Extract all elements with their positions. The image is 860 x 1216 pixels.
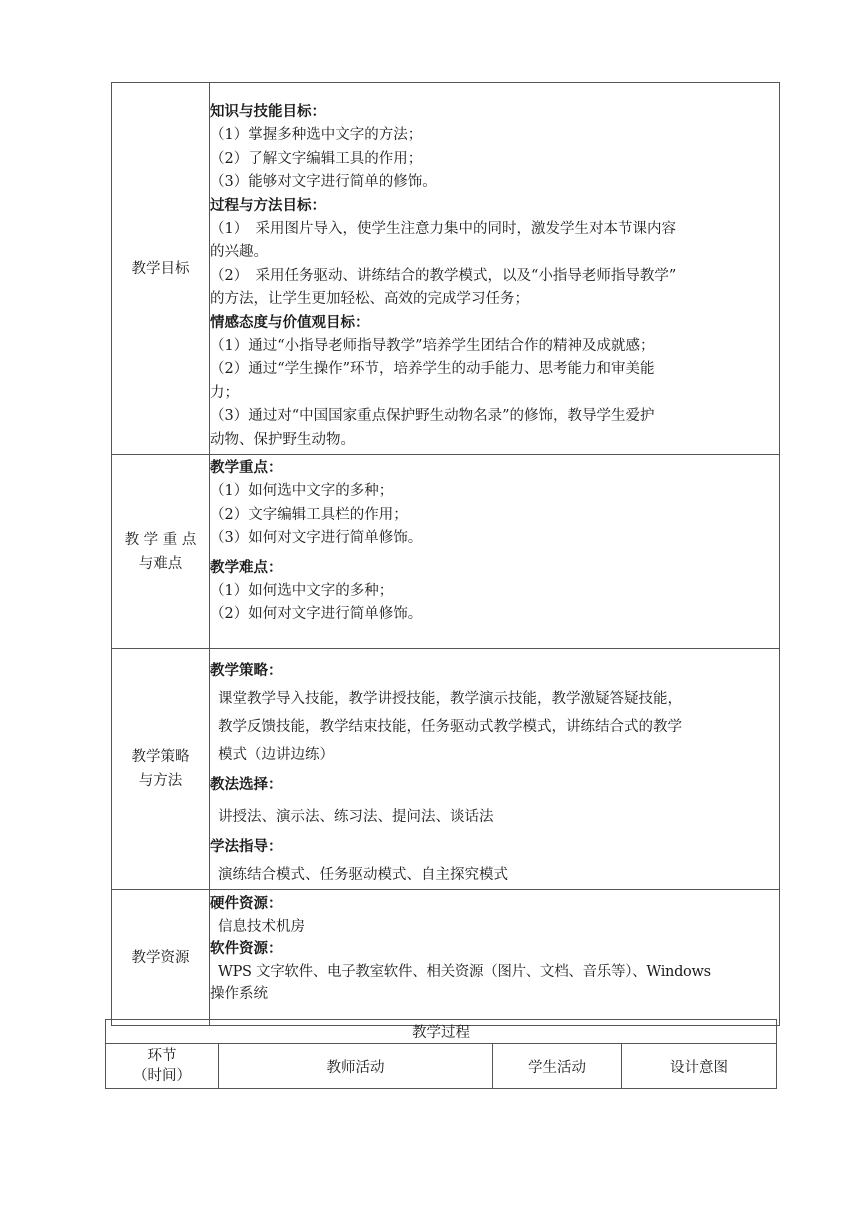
method-line: 讲授法、演示法、练习法、提问法、谈话法 [218,809,494,825]
difficulty-item-2: （2）如何对文字进行简单修饰。 [210,606,423,623]
keypoints-row [112,455,780,649]
knowledge-item-2: （2）了解文字编辑工具的作用； [210,150,423,167]
process-item-2b: 的方法，让学生更加轻松、高效的完成学习任务； [210,291,529,308]
software-line-1: WPS 文字软件、电子教室软件、相关资源（图片、文档、音乐等）、Windows [218,963,711,980]
emotion-item-1: （1）通过“小指导老师指导教学”培养学生团结合作的精神及成就感； [210,338,655,355]
key-item-3: （3）如何对文字进行简单修饰。 [210,530,423,547]
resources-content [210,890,780,1026]
emotion-item-3a: （3）通过对“中国国家重点保护野生动物名录”的修饰，教导学生爱护 [210,408,655,425]
knowledge-item-3: （3）能够对文字进行简单的修饰。 [210,174,437,191]
objectives-label [112,83,210,455]
strategy-label-a: 教学策略 [131,749,190,765]
objectives-label-text: 教学目标 [131,260,190,277]
emotion-item-2b: 力； [210,384,239,401]
objectives-content [210,83,780,455]
software-line-2: 操作系统 [210,986,268,1002]
heading-learning: 学法指导： [210,839,283,855]
keypoints-label [112,455,210,649]
resources-label-text: 教学资源 [131,949,190,966]
process-title-row [106,1020,777,1044]
keypoints-label-a: 教 学 重 点 [124,531,197,548]
strategy-row [112,649,780,890]
process-item-1a: （1） 采用图片导入，使学生注意力集中的同时，激发学生对本节课内容 [210,221,676,238]
strategy-line-1: 课堂教学导入技能，教学讲授技能，教学演示技能，教学激疑答疑技能， [218,691,682,707]
difficulty-item-1: （1）如何选中文字的多种； [210,583,394,600]
lesson-plan-table [111,82,780,1026]
strategy-line-3: 模式（边讲边练） [218,747,334,763]
heading-hardware: 硬件资源： [210,896,283,912]
col-teacher: 教师活动 [219,1044,493,1089]
heading-emotion: 情感态度与价值观目标： [210,314,370,331]
heading-strategy: 教学策略： [210,663,283,679]
process-header-row [106,1044,777,1089]
heading-process: 过程与方法目标： [210,197,326,214]
heading-method: 教法选择： [210,777,283,793]
strategy-line-2: 教学反馈技能，教学结束技能，任务驱动式教学模式，讲练结合式的教学 [218,719,682,735]
hardware-line: 信息技术机房 [218,918,305,935]
strategy-content [210,649,780,890]
key-item-1: （1）如何选中文字的多种； [210,483,394,500]
heading-knowledge: 知识与技能目标： [210,104,326,120]
heading-key: 教学重点： [210,460,283,476]
keypoints-content [210,455,780,649]
learning-line: 演练结合模式、任务驱动模式、自主探究模式 [218,867,508,883]
process-item-1b: 的兴趣。 [210,244,268,261]
col-stage-b: （时间） [133,1068,191,1084]
heading-difficulty: 教学难点： [210,559,283,576]
keypoints-label-b: 与难点 [138,555,183,572]
col-stage [106,1044,219,1089]
col-stage-a: 环节 [147,1048,177,1064]
process-item-2a: （2） 采用任务驱动、讲练结合的教学模式，以及“小指导老师指导教学” [210,267,677,284]
process-table [105,1019,777,1089]
col-intent: 设计意图 [622,1044,777,1089]
emotion-item-3b: 动物、保护野生动物。 [210,431,355,448]
key-item-2: （2）文字编辑工具栏的作用； [210,506,408,523]
strategy-label [112,649,210,890]
col-student: 学生活动 [493,1044,622,1089]
emotion-item-2a: （2）通过“学生操作”环节，培养学生的动手能力、思考能力和审美能 [210,361,655,378]
knowledge-item-1: （1）掌握多种选中文字的方法； [210,127,423,144]
heading-software: 软件资源： [210,941,283,957]
strategy-label-b: 与方法 [138,773,183,789]
objectives-row [112,83,780,455]
process-title: 教学过程 [106,1020,777,1044]
resources-label [112,890,210,1026]
resources-row [112,890,780,1026]
